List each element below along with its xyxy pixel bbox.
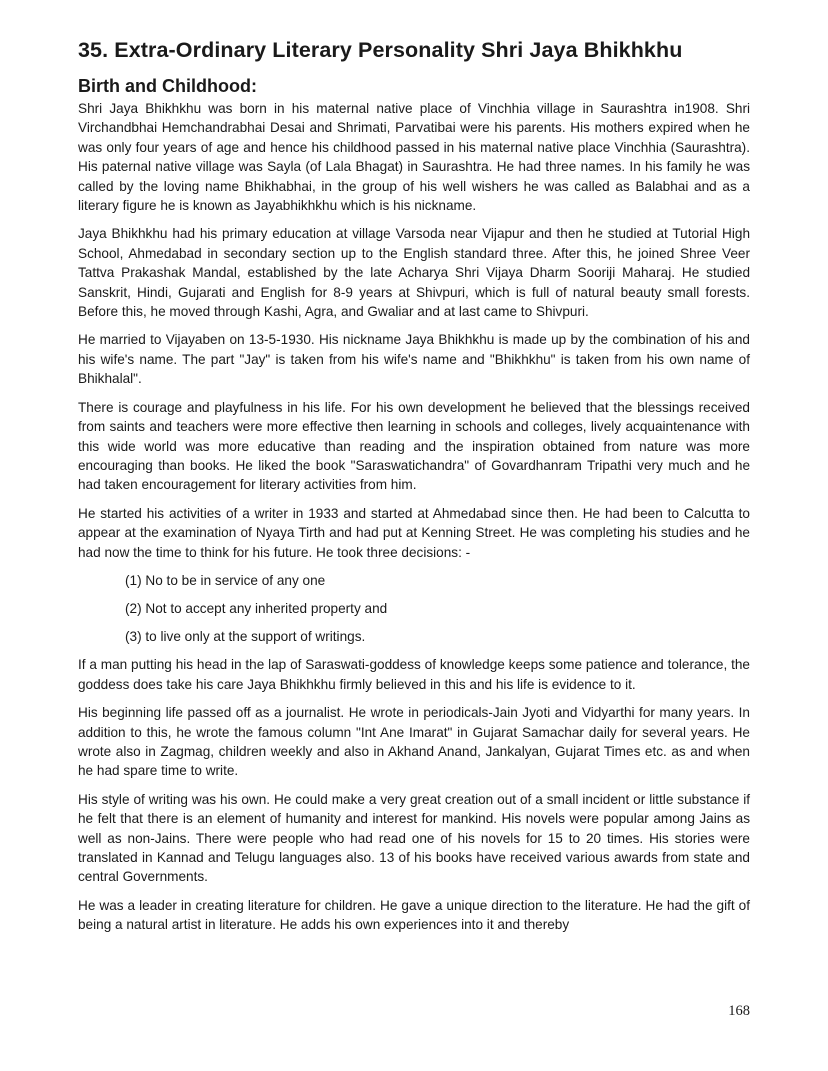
section-heading: Birth and Childhood:: [78, 76, 257, 96]
decisions-list: [125, 571, 750, 646]
list-item: (2) Not to accept any inherited property and: [125, 600, 388, 616]
paragraph: He was a leader in creating literature for children. He gave a unique direction to the literature. He had the gift of being a natural artist in literature. He adds his own experiences into it and thereby: [78, 897, 750, 933]
chapter-title: 35. Extra-Ordinary Literary Personality Shri Jaya Bhikhkhu: [78, 38, 683, 62]
document-page: [78, 36, 750, 944]
paragraph: His beginning life passed off as a journalist. He wrote in periodicals-Jain Jyoti and Vidyarthi for many years. In addition to this, he wrote the famous column "Int Ane Imarat" in Gujarat Samachar daily for several years. He wrote also in Zagmag, children weekly and also in Akhand Anand, Jankalyan, Gujarat Times etc. as and when he had spare time to write.: [78, 705, 750, 779]
paragraph: His style of writing was his own. He could make a very great creation out of a small incident or little substance if he felt that there is an element of humanity and interest for mankind. His novels were popular among Jains as well as non-Jains. There were people who had read one of his novels for 15 to 20 times. His stories were translated in Kannad and Telugu languages also. 13 of his books have received various awards from state and central Governments.: [78, 791, 750, 885]
paragraph: If a man putting his head in the lap of Saraswati-goddess of knowledge keeps some patience and tolerance, the goddess does take his care Jaya Bhikhkhu firmly believed in this and his life is evidence to it.: [78, 657, 750, 692]
list-item: (1) No to be in service of any one: [125, 572, 326, 588]
paragraph: Jaya Bhikhkhu had his primary education at village Varsoda near Vijapur and then he studied at Tutorial High School, Ahmedabad in secondary section up to the English standard three. After this, he joined Shree Veer Tattva Prakashak Mandal, established by the late Acharya Shri Vijaya Dharm Sooriji Maharaj. He studied Sanskrit, Hindi, Gujarati and English for 8-9 years at Shivpuri, which is full of natural beauty small forests. Before this, he moved through Kashi, Agra, and Gwaliar and at last came to Shivpuri.: [78, 226, 750, 320]
paragraph: He started his activities of a writer in 1933 and started at Ahmedabad since then. He had been to Calcutta to appear at the examination of Nyaya Tirth and had put at Kenning Street. He was completing his studies and he had now the time to think for his future. He took three decisions: -: [78, 505, 750, 560]
list-item: (3) to live only at the support of writings.: [125, 628, 366, 644]
paragraph: There is courage and playfulness in his life. For his own development he believed that the blessings received from saints and teachers were more effective then learning in schools and colleges, lively acquaintenance with this wide world was more educative than reading and the inspiration obtained from nature was more encouraging than books. He liked the book "Saraswatichandra" of Govardhanram Tripathi very much and he had taken encouragement for literary activities from him.: [78, 399, 750, 493]
paragraph: Shri Jaya Bhikhkhu was born in his maternal native place of Vinchhia village in Saurashtra in1908. Shri Virchandbhai Hemchandrabhai Desai and Shrimati, Parvatibai were his parents. His mothers expired when he was only four years of age and hence his childhood passed in his maternal native place Vinchhia (Saurashtra). His paternal native village was Sayla (of Lala Bhagat) in Saurashtra. He had three names. In his family he was called by the loving name Bhikhabhai, in the group of his well wishers he was called as Balabhai and as a literary figure he is known as Jayabhikhkhu which is his nickname.: [78, 101, 750, 214]
page-number: 168: [728, 1003, 750, 1019]
paragraph: He married to Vijayaben on 13-5-1930. His nickname Jaya Bhikhkhu is made up by the combination of his and his wife's name. The part "Jay" is taken from his wife's name and "Bhikhkhu" is taken from his own name of Bhikhalal".: [78, 332, 750, 387]
